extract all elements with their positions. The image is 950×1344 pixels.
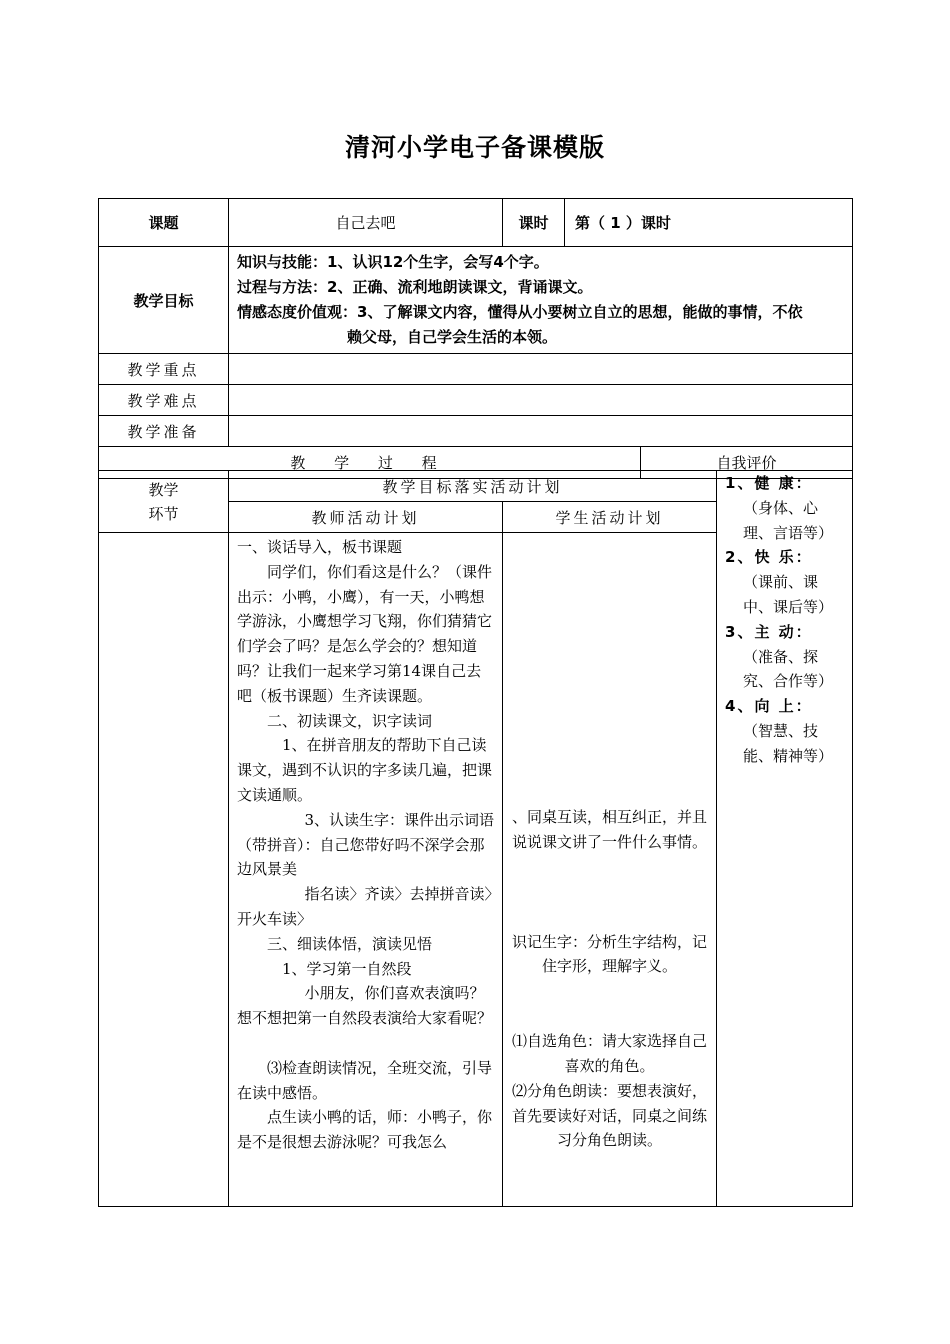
teacher-step-10: ⑶检查朗读情况，全班交流，引导在读中感悟。 (237, 1058, 493, 1102)
key-points-row (99, 354, 853, 385)
teacher-step-1: 一、谈话导入，板书课题 (237, 538, 403, 556)
process-table (98, 470, 853, 1207)
eval-health-detail: （身体、心理、言语等） (743, 498, 834, 542)
goal-emotion: 情感态度价值观：3、了解课文内容，懂得从小要树立自立的思想，能做的事情，不依 (237, 303, 803, 321)
plan-header: 教学目标落实活动计划 (229, 471, 717, 502)
teacher-step-9: 小朋友，你们喜欢表演吗？想不想把第一自然段表演给大家看呢？ (237, 984, 493, 1028)
teacher-step-5: 3、认读生字：课件出示词语（带拼音）：自己您带好吗不深学会那边风景美 (237, 810, 495, 879)
preparation-row (99, 416, 853, 447)
teacher-step-11: 点生读小鸭的话，师：小鸭子，你是不是很想去游泳呢？可我怎么 (237, 1108, 493, 1152)
difficulties-row (99, 385, 853, 416)
goals-label: 教学目标 (99, 247, 229, 354)
teacher-spacer (237, 1031, 496, 1056)
teacher-step-7: 三、细读体悟，演读见悟 (267, 934, 433, 953)
topic-label: 课题 (99, 199, 229, 247)
page-title: 清河小学电子备课模版 (344, 133, 605, 162)
stage-label (99, 471, 229, 533)
stage-label-line1: 教学 (148, 480, 179, 499)
period-value: 第（ 1 ）课时 (565, 199, 853, 247)
topic-row (99, 199, 853, 247)
teacher-header: 教师活动计划 (229, 502, 503, 533)
teacher-step-8: 1、学习第一自然段 (282, 959, 412, 978)
goals-content (229, 247, 853, 354)
difficulties-value (229, 385, 853, 416)
student-step-1: 、同桌互读，相互纠正，并且说说课文讲了一件什么事情。 (512, 808, 708, 851)
lesson-plan-table (98, 198, 853, 479)
process-header: 教 学 过 程 (99, 447, 641, 479)
teacher-step-6: 指名读〉齐读〉去掉拼音读〉开火车读〉 (237, 885, 493, 928)
key-points-value (229, 354, 853, 385)
eval-upward-detail: （智慧、技能、精神等） (743, 721, 834, 765)
student-step-3: ⑴自选角色：请大家选择自己喜欢的角色。 (512, 1032, 708, 1075)
student-step-4: ⑵分角色朗读：要想表演好，首先要读好对话，同桌之间练习分角色朗读。 (512, 1081, 708, 1150)
eval-joy-detail: （课前、课中、课后等） (743, 573, 834, 616)
eval-upward-heading: 4、向 上： (725, 697, 813, 716)
eval-active-detail: （准备、探究、合作等） (743, 647, 834, 691)
student-spacer-2 (509, 855, 710, 930)
teacher-plan (229, 533, 503, 1207)
teacher-step-2: 同学们，你们看这是什么？（课件出示：小鸭，小鹰），有一天，小鸭想学游泳，小鹰想学习飞翔，你们猜猜它们学会了吗？是怎么学会的？想知道吗？让我们一起来学习第14课自己去吧（板书课题）生齐读课题。 (237, 562, 493, 705)
student-header: 学生活动计划 (503, 502, 717, 533)
goals-row (99, 247, 853, 354)
teacher-step-3: 二、初读课文，识字读词 (267, 711, 433, 730)
self-eval-header: 自我评价 (641, 447, 853, 479)
student-step-2: 识记生字：分析生字结构，记住字形，理解字义。 (512, 932, 708, 976)
goal-emotion-cont: 赖父母，自己学会生活的本领。 (347, 328, 558, 346)
student-spacer-3 (509, 979, 710, 1029)
goal-knowledge: 知识与技能：1、认识12个生字，会写4个字。 (237, 253, 549, 271)
topic-value: 自己去吧 (229, 199, 503, 247)
period-label: 课时 (503, 199, 565, 247)
eval-active-heading: 3、主 动： (725, 622, 813, 641)
preparation-value (229, 416, 853, 447)
student-plan (503, 533, 717, 1207)
preparation-label: 教学准备 (99, 416, 229, 447)
goal-process: 过程与方法：2、正确、流利地朗读课文，背诵课文。 (237, 278, 593, 296)
self-eval-column (717, 471, 853, 1207)
key-points-label: 教学重点 (99, 354, 229, 385)
eval-health-heading: 1、健 康： (725, 474, 813, 492)
difficulties-label: 教学难点 (99, 385, 229, 416)
student-spacer-1 (509, 533, 710, 805)
teacher-step-4: 1、在拼音朋友的帮助下自己读课文，遇到不认识的字多读几遍，把课文读通顺。 (237, 736, 493, 804)
stage-label-line2: 环节 (148, 504, 179, 523)
plan-header-row (99, 471, 853, 502)
eval-joy-heading: 2、快 乐： (725, 548, 813, 567)
stage-cell (99, 533, 229, 1207)
